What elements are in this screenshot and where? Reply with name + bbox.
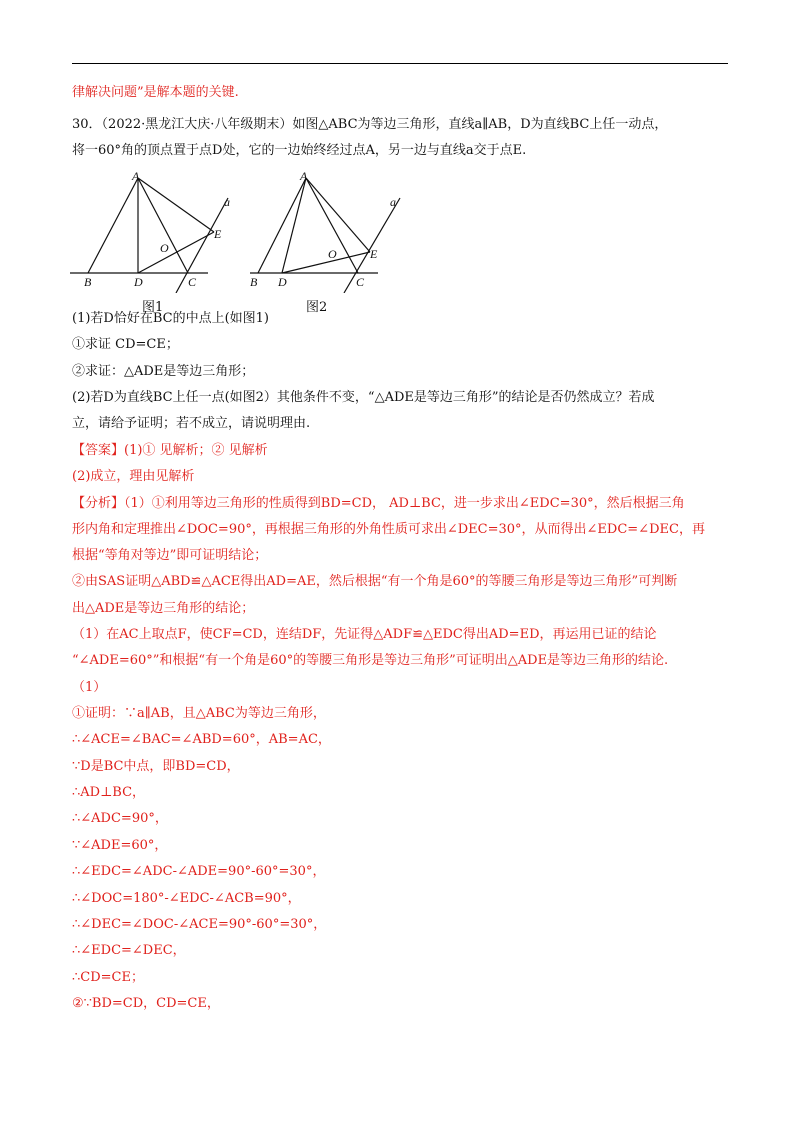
line-a <box>344 198 400 293</box>
text-line: ∴∠EDC=∠DEC， <box>72 943 186 958</box>
figure-2 <box>248 168 408 315</box>
label-e: E <box>370 247 378 261</box>
figure-2-diagram <box>248 168 408 293</box>
text-line: ①求证 CD=CE； <box>72 337 179 352</box>
text-line: “∠ADE=60°”和根据“有一个角是60°的等腰三角形是等边三角形”可证明出△ADE是等边三角形的结论. <box>72 653 669 668</box>
text-line: ∴∠EDC=∠ADC-∠ADE=90°-60°=30°， <box>72 864 326 879</box>
line-a <box>176 198 228 293</box>
text-line: 【答案】(1)① 见解析；② 见解析 <box>72 443 268 458</box>
text-line: 立，请给予证明；若不成立，请说明理由. <box>72 416 311 431</box>
segment-ab <box>258 178 306 273</box>
text-line: ∴AD⊥BC， <box>72 785 146 800</box>
segment-de <box>138 232 214 273</box>
text-line: 将一60°角的顶点置于点D处，它的一边始终经过点A，另一边与直线a交于点E. <box>72 143 527 158</box>
text-line: ②由SAS证明△ABD≌△ACE得出AD=AE，然后根据“有一个角是60°的等腰三角形是等边三角形”可判断 <box>72 574 678 589</box>
text-line: ∴CD=CE； <box>72 970 144 985</box>
segment-ad <box>282 178 306 273</box>
label-line-a: a <box>224 195 230 209</box>
text-line: 根据“等角对等边”即可证明结论； <box>72 548 268 563</box>
label-line-a: a <box>390 195 396 209</box>
text-line: ∵D是BC中点，即BD=CD， <box>72 759 240 774</box>
text-line: 出△ADE是等边三角形的结论； <box>72 601 255 616</box>
text-line: 【分析】（1）①利用等边三角形的性质得到BD=CD， AD⊥BC，进一步求出∠EDC=30°，然后根据三角 <box>72 496 685 511</box>
text-line: 律解决问题”是解本题的关键. <box>72 85 239 100</box>
figure-1-diagram <box>68 168 238 293</box>
text-line: ②∵BD=CD，CD=CE， <box>72 996 220 1011</box>
label-e: E <box>214 227 222 241</box>
segment-ab <box>88 178 138 273</box>
segment-ae <box>306 178 370 252</box>
text-line: 形内角和定理推出∠DOC=90°，再根据三角形的外角性质可求出∠DEC=30°，从而得出∠EDC=∠DEC，再 <box>72 522 705 537</box>
text-line: 30．（2022·黑龙江大庆·八年级期末）如图△ABC为等边三角形，直线a∥AB，D为直线BC上任一动点， <box>72 117 668 132</box>
figure-2-caption: 图2 <box>306 300 328 315</box>
text-line: (1)若D恰好在BC的中点上(如图1) <box>72 311 269 326</box>
text-line: ②求证：△ADE是等边三角形； <box>72 364 255 379</box>
segment-ac <box>138 178 188 273</box>
text-line: ∴∠DEC=∠DOC-∠ACE=90°-60°=30°， <box>72 917 327 932</box>
text-line: ∴∠ADC=90°， <box>72 811 168 826</box>
header-rule <box>72 63 728 64</box>
text-line: (2)成立，理由见解析 <box>72 469 195 484</box>
label-d: D <box>278 275 287 289</box>
label-c: C <box>188 275 197 289</box>
text-line: （1） <box>72 680 107 695</box>
text-line: (2)若D为直线BC上任一点(如图2）其他条件不变，“△ADE是等边三角形”的结论是否仍然成立？若成 <box>72 390 655 405</box>
text-line: ∴∠DOC=180°-∠EDC-∠ACB=90°， <box>72 891 301 906</box>
label-a-point: A <box>300 169 308 183</box>
label-o: O <box>328 247 337 261</box>
segment-ae <box>138 178 214 232</box>
label-a-point: A <box>132 169 140 183</box>
label-b: B <box>250 275 258 289</box>
label-o: O <box>160 241 169 255</box>
label-b: B <box>84 275 92 289</box>
text-line: （1）在AC上取点F，使CF=CD，连结DF，先证得△ADF≌△EDC得出AD=ED，再运用已证的结论 <box>72 627 657 642</box>
label-c: C <box>356 275 365 289</box>
text-line: ①证明：∵a∥AB，且△ABC为等边三角形， <box>72 706 326 721</box>
figure-1 <box>68 168 238 315</box>
text-line: ∴∠ACE=∠BAC=∠ABD=60°，AB=AC， <box>72 732 331 747</box>
label-d: D <box>134 275 143 289</box>
figure-1-caption: 图1 <box>142 300 164 315</box>
text-line: ∵∠ADE=60°， <box>72 838 168 853</box>
